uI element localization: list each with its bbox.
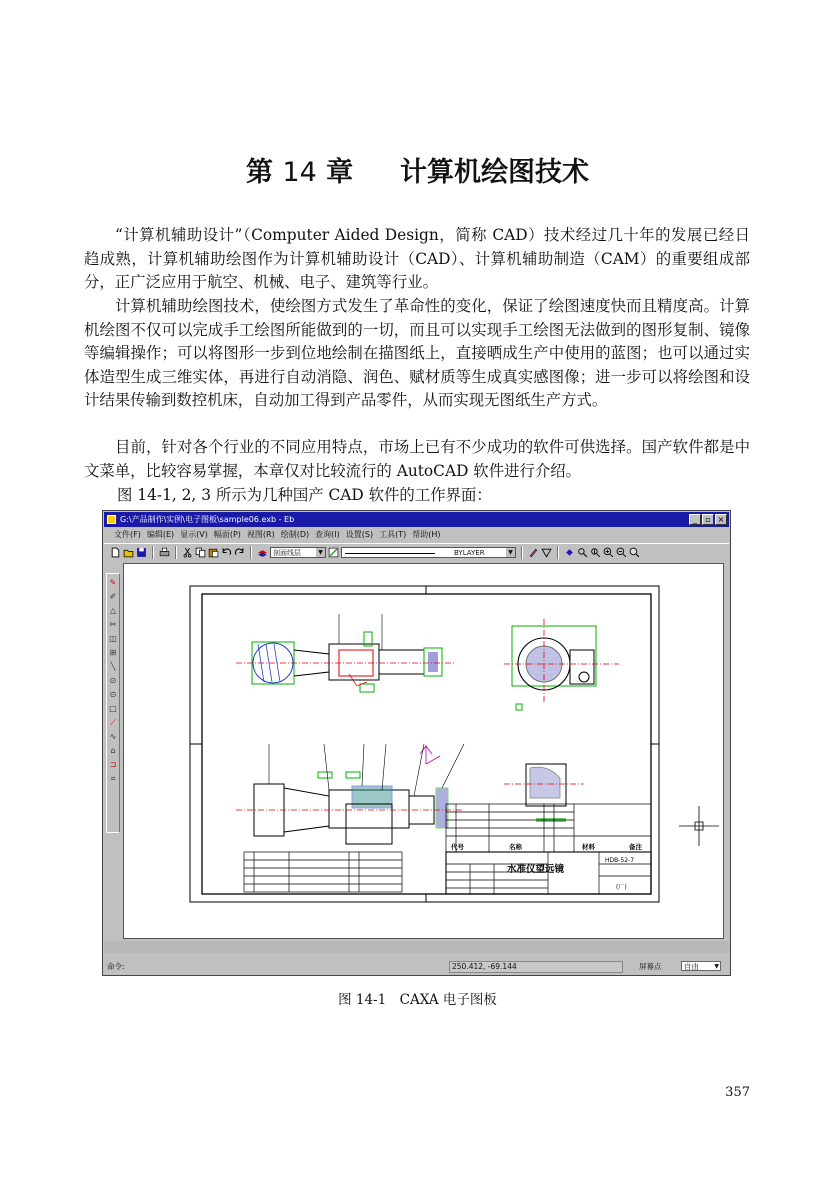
menu-view[interactable]: 显示(V)	[180, 530, 208, 539]
paragraph-figure-reference: 图 14-1, 2, 3 所示为几种国产 CAD 软件的工作界面：	[117, 486, 492, 504]
toolbar-separator	[521, 546, 523, 559]
header-code: 代号	[451, 843, 464, 851]
chapter-title	[0, 150, 835, 189]
line-icon[interactable]: ╲	[110, 662, 116, 671]
menu-sheet[interactable]: 幅面(P)	[213, 530, 241, 539]
menu-settings[interactable]: 设置(S)	[345, 530, 374, 539]
paragraph-cad-intro: “计算机辅助设计”（Computer Aided Design，简称 CAD）技术经过几十年的发展已经日趋成熟，计算机辅助绘图作为计算机辅助设计（CAD）、计算机辅助制造（CAM）的重要组成部分，正广泛应用于航空、机械、电子、建筑等行业。	[84, 226, 750, 292]
telescope-side-view	[504, 619, 619, 710]
line-color-icon[interactable]	[328, 547, 339, 558]
polygon-icon[interactable]: ⌂	[110, 746, 116, 755]
print-icon[interactable]	[159, 547, 170, 558]
cad-window-screenshot	[102, 510, 731, 976]
layer-combo[interactable]	[270, 547, 326, 558]
layer-icon[interactable]	[257, 547, 268, 558]
maximize-button[interactable]: ▫	[702, 514, 714, 525]
pencil-icon[interactable]	[528, 547, 539, 558]
circle-icon[interactable]: ⊙	[109, 690, 117, 699]
linetype-combo[interactable]	[341, 547, 516, 558]
cad-menubar	[104, 528, 729, 542]
layer-combo-value: 剖面线层	[273, 549, 301, 557]
cad-window-title: G:\产品制作\实例\电子图板\sample06.exb - Eb	[120, 515, 295, 524]
snap-mode-label[interactable]: 屏幕点	[639, 962, 662, 971]
modify-icon[interactable]: ✐	[109, 592, 117, 601]
copy-icon[interactable]	[195, 547, 206, 558]
undo-icon[interactable]	[221, 547, 232, 558]
toolbar-separator	[250, 546, 252, 559]
menu-draw[interactable]: 绘制(D)	[280, 530, 310, 539]
coordinate-readout: 250.412, -69.144	[449, 961, 623, 973]
header-material: 材料	[582, 843, 595, 851]
save-icon[interactable]	[136, 547, 147, 558]
command-prompt[interactable]: 命令:	[107, 962, 125, 971]
linetype-combo-value: BYLAYER	[454, 549, 485, 557]
zoom-out-icon[interactable]	[616, 547, 627, 558]
zoom-all-icon[interactable]	[629, 547, 640, 558]
menu-tools[interactable]: 工具(T)	[379, 530, 407, 539]
paragraph-software-market: 目前，针对各个行业的不同应用特点，市场上已有不少成功的软件可供选择。国产软件都是中文菜单，比较容易掌握，本章仅对比较流行的 AutoCAD 软件进行介绍。	[84, 438, 750, 480]
figure-caption: 图 14-1 CAXA 电子图板	[338, 992, 497, 1008]
pencil-icon[interactable]: ✎	[109, 578, 117, 587]
crosshair-cursor	[679, 806, 719, 846]
block-icon[interactable]: ◫	[109, 634, 117, 643]
zoom-window-icon[interactable]	[577, 547, 588, 558]
rectangle-icon[interactable]: □	[109, 704, 117, 713]
telescope-top-view	[236, 614, 454, 692]
dimension-icon[interactable]: △	[109, 606, 117, 615]
toolbar-separator	[557, 546, 559, 559]
header-remark: 备注	[629, 843, 642, 851]
paragraph-cad-drafting: 计算机辅助绘图技术，使绘图方式发生了革命性的变化，保证了绘图速度快而且精度高。计算机绘图不仅可以完成手工绘图所能做到的一切，而且可以实现手工绘图无法做到的图形复制、镜像等编辑操作；可以将图形一步到位地绘制在描图纸上，直接晒成生产中使用的蓝图；也可以通过实体造型生成三维实体，再进行自动消隐、润色、赋材质等生成真实感图像；进一步可以将绘图和设计结果传输到数控机床，自动加工得到产品零件，从而实现无图纸生产方式。	[84, 297, 750, 410]
page-number: 357	[725, 1085, 750, 1100]
grid-icon[interactable]: ⌗	[110, 774, 116, 783]
zoom-in-icon[interactable]	[603, 547, 614, 558]
chapter-number: 14	[282, 157, 317, 188]
chapter-label: 第	[246, 157, 273, 188]
pan-icon[interactable]	[564, 547, 575, 558]
chevron-down-icon[interactable]: ▼	[316, 548, 325, 557]
menu-query[interactable]: 查询(I)	[315, 530, 340, 539]
close-button[interactable]: ×	[715, 514, 727, 525]
menu-help[interactable]: 帮助(H)	[412, 530, 441, 539]
polyline-icon[interactable]: ⟋	[110, 718, 116, 727]
point-mode-value: 自由	[684, 962, 699, 971]
company-name: (厂)	[616, 884, 627, 891]
open-folder-icon[interactable]	[123, 547, 134, 558]
minimize-button[interactable]: _	[689, 514, 701, 525]
toolbar-separator	[152, 546, 154, 559]
paste-icon[interactable]	[208, 547, 219, 558]
menu-file[interactable]: 文件(F)	[114, 530, 141, 539]
chevron-down-icon[interactable]: ▼	[506, 548, 515, 557]
cad-statusbar	[104, 959, 729, 974]
part-name: 水准仪望远镜	[507, 864, 565, 875]
spline-icon[interactable]: ∿	[109, 732, 117, 741]
drawing-canvas[interactable]	[123, 563, 724, 939]
cad-titlebar	[104, 512, 729, 527]
cut-icon[interactable]	[182, 547, 193, 558]
point-mode-select[interactable]	[681, 961, 721, 971]
library-icon[interactable]: ⊞	[109, 648, 117, 657]
new-file-icon[interactable]	[110, 547, 121, 558]
telescope-bottom-view	[236, 744, 464, 844]
zoom-realtime-icon[interactable]	[590, 547, 601, 558]
scissors-icon[interactable]: ✂	[109, 620, 117, 629]
engineering-drawing	[124, 564, 723, 938]
app-icon	[107, 515, 116, 524]
drawing-code: HDB-52-7	[605, 857, 635, 864]
toolbar-separator	[175, 546, 177, 559]
cad-toolbar	[104, 543, 729, 561]
horizontal-scrollbar[interactable]	[104, 941, 729, 953]
menu-edit[interactable]: 编辑(E)	[146, 530, 175, 539]
menu-viewport[interactable]: 视图(R)	[246, 530, 275, 539]
chapter-suffix: 章	[326, 157, 354, 188]
header-name: 名称	[509, 843, 522, 851]
hatch-icon[interactable]: ⊐	[109, 760, 117, 769]
point-icon[interactable]: ⊙	[109, 676, 117, 685]
triangle-down-icon[interactable]	[541, 547, 552, 558]
drawing-tool-palette	[106, 573, 120, 833]
redo-icon[interactable]	[234, 547, 245, 558]
chevron-down-icon[interactable]: ▼	[714, 963, 719, 970]
chapter-name: 计算机绘图技术	[399, 157, 589, 188]
